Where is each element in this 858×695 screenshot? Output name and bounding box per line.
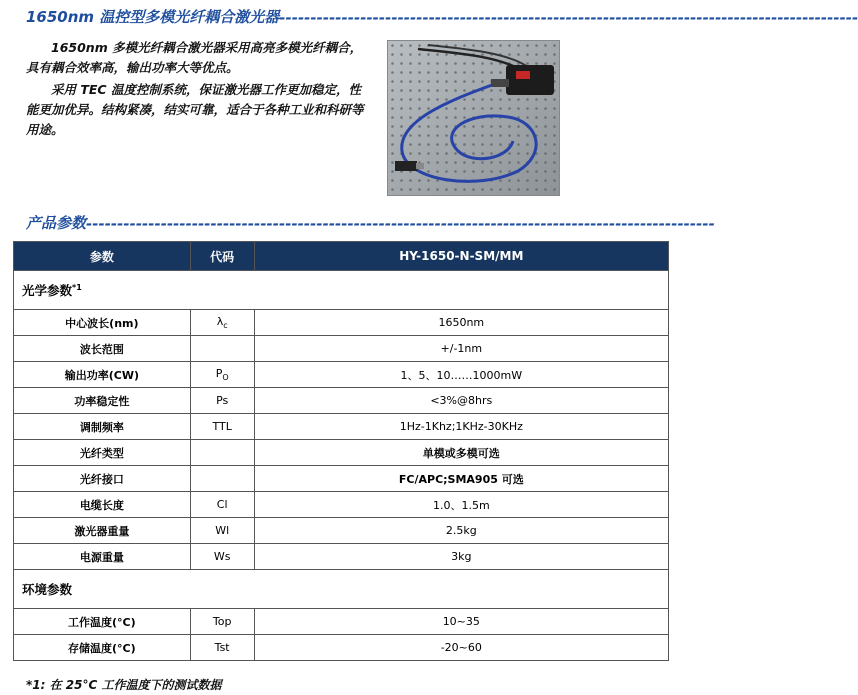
section-title-text: 产品参数 [26, 214, 87, 232]
param-cell: 功率稳定性 [14, 388, 191, 414]
value-cell: 2.5kg [254, 518, 668, 544]
header-code: 代码 [190, 242, 254, 271]
param-cell: 电缆长度 [14, 492, 191, 518]
value-cell: 1650nm [254, 310, 668, 336]
group-label-environment: 环境参数 [14, 570, 669, 609]
footnote-marker: *1 [72, 282, 82, 292]
param-cell: 中心波长(nm) [14, 310, 191, 336]
param-cell: 工作温度(°C) [14, 609, 191, 635]
group-row-optical [14, 271, 669, 310]
table-row [14, 609, 669, 635]
code-cell: $\lambda_c$ [190, 310, 254, 336]
table-row [14, 544, 669, 570]
product-photo [387, 40, 560, 196]
section-dash-rule: ----------------------------------------------------------------------------------------------------- [86, 215, 715, 233]
param-cell: 光纤接口 [14, 466, 191, 492]
page-title-text: 1650nm 温控型多模光纤耦合激光器 [26, 8, 280, 26]
code-cell: $P_O$ [190, 362, 254, 388]
table-row [14, 362, 669, 388]
table-row [14, 492, 669, 518]
param-cell: 调制频率 [14, 414, 191, 440]
code-cell: Cl [190, 492, 254, 518]
code-cell [190, 336, 254, 362]
code-cell: Ws [190, 544, 254, 570]
value-cell: 1Hz-1Khz;1KHz-30KHz [254, 414, 668, 440]
param-cell: 存储温度(°C) [14, 635, 191, 661]
param-cell: 光纤类型 [14, 440, 191, 466]
table-row [14, 635, 669, 661]
intro-paragraph-2: 采用 TEC 温度控制系统，保证激光器工作更加稳定，性能更加优异。结构紧凑，结实可靠，适合于各种工业和科研等用途。 [26, 82, 364, 137]
section-title [26, 212, 715, 234]
group-label-optical [14, 271, 669, 310]
group-label-text: 光学参数 [22, 283, 73, 298]
value-cell: FC/APC;SMA905 可选 [254, 466, 668, 492]
table-row [14, 466, 669, 492]
code-cell: Wl [190, 518, 254, 544]
param-cell: 输出功率(CW) [14, 362, 191, 388]
code-cell: Top [190, 609, 254, 635]
spec-table [13, 241, 669, 661]
code-cell: TTL [190, 414, 254, 440]
table-row [14, 414, 669, 440]
value-cell: 1.0、1.5m [254, 492, 668, 518]
header-param: 参数 [14, 242, 191, 271]
code-cell [190, 440, 254, 466]
intro-text [26, 38, 366, 142]
code-cell: Tst [190, 635, 254, 661]
group-row-environment [14, 570, 669, 609]
table-header-row [14, 242, 669, 271]
value-cell: 10~35 [254, 609, 668, 635]
table-row [14, 518, 669, 544]
footnote: *1: 在 25°C 工作温度下的测试数据 [26, 678, 222, 692]
table-row [14, 310, 669, 336]
value-cell: 单模或多模可选 [254, 440, 668, 466]
table-row [14, 388, 669, 414]
value-cell: -20~60 [254, 635, 668, 661]
title-dash-rule: --------------------------------------------------------------------------------------------- [279, 9, 858, 27]
header-model: HY-1650-N-SM/MM [254, 242, 668, 271]
value-cell: <3%@8hrs [254, 388, 668, 414]
param-cell: 波长范围 [14, 336, 191, 362]
value-cell: 1、5、10……1000mW [254, 362, 668, 388]
intro-paragraph-1: 1650nm 多模光纤耦合激光器采用高亮多模光纤耦合，具有耦合效率高，输出功率大等优点。 [26, 40, 363, 75]
table-row [14, 336, 669, 362]
code-cell: Ps [190, 388, 254, 414]
page-title [26, 6, 858, 28]
value-cell: 3kg [254, 544, 668, 570]
value-cell: +/-1nm [254, 336, 668, 362]
param-cell: 电源重量 [14, 544, 191, 570]
table-row [14, 440, 669, 466]
param-cell: 激光器重量 [14, 518, 191, 544]
code-cell [190, 466, 254, 492]
